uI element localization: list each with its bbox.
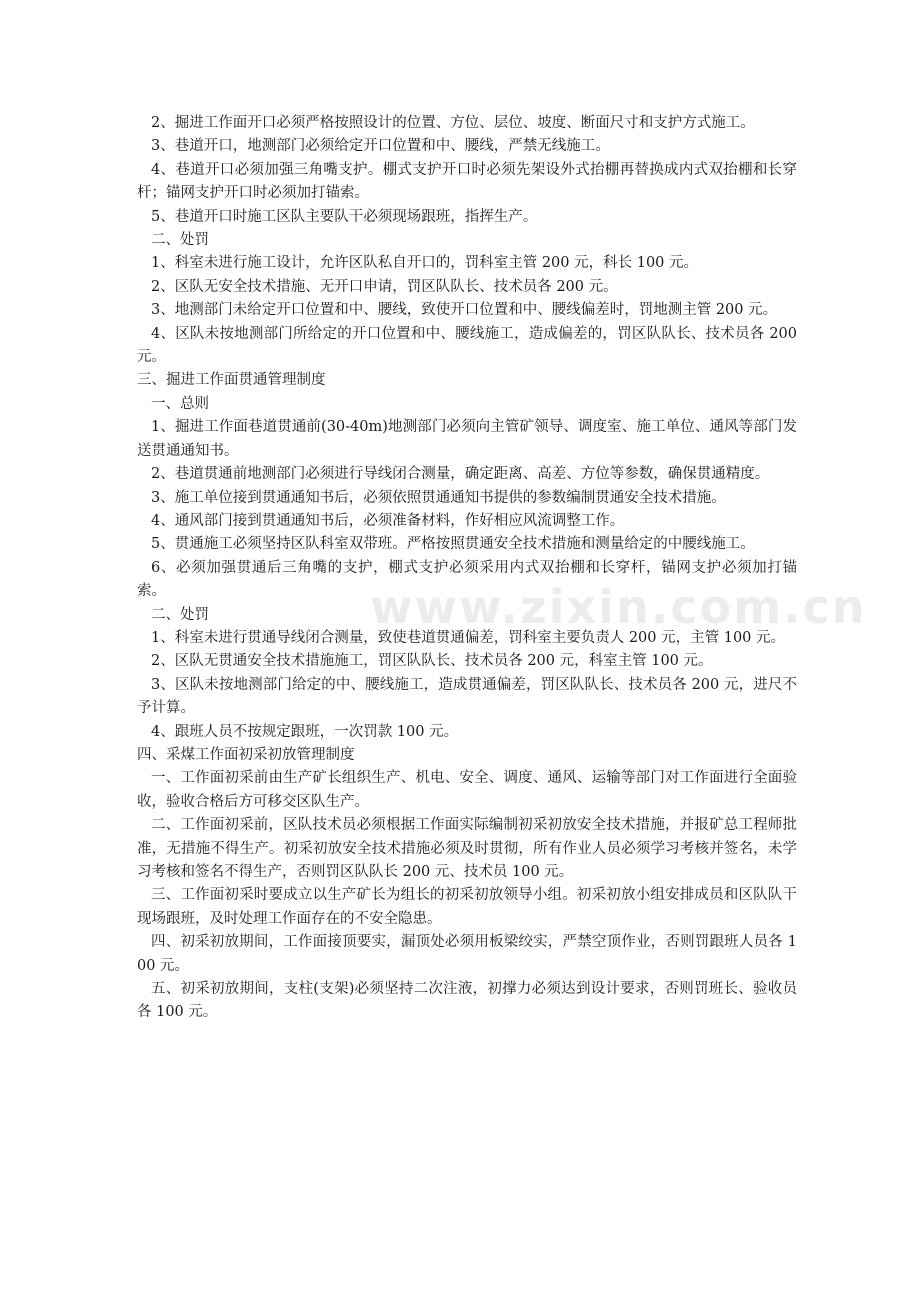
paragraph: 3、区队未按地测部门给定的中、腰线施工，造成贯通偏差，罚区队队长、技术员各 200 元，进尺不予计算。 xyxy=(137,676,797,717)
document-body xyxy=(137,112,797,1025)
paragraph: 三、工作面初采时要成立以生产矿长为组长的初采初放领导小组。初采初放小组安排成员和区队队干现场跟班，及时处理工作面存在的不安全隐患。 xyxy=(137,887,797,927)
paragraph: 二、处罚 xyxy=(151,232,209,249)
section-heading: 四、采煤工作面初采初放管理制度 xyxy=(137,746,355,763)
paragraph: 1、掘进工作面巷道贯通前(30-40m)地测部门必须向主管矿领导、调度室、施工单位、通风等部门发送贯通通知书。 xyxy=(137,419,797,459)
watermark: www.zixin.com.cn xyxy=(370,580,867,634)
paragraph: 1、科室未进行施工设计，允许区队私自开口的，罚科室主管 200 元，科长 100 元。 xyxy=(151,255,699,272)
paragraph: 4、区队未按地测部门所给定的开口位置和中、腰线施工，造成偏差的，罚区队队长、技术员各 200 元。 xyxy=(137,325,797,366)
paragraph: 3、施工单位接到贯通通知书后，必须依照贯通通知书提供的参数编制贯通安全技术措施。 xyxy=(151,489,726,506)
paragraph: 二、处罚 xyxy=(151,606,209,623)
paragraph: 3、地测部门未给定开口位置和中、腰线，致使开口位置和中、腰线偏差时，罚地测主管 200 元。 xyxy=(151,302,778,319)
paragraph: 2、区队无安全技术措施、无开口申请，罚区队队长、技术员各 200 元。 xyxy=(151,278,618,295)
paragraph: 1、科室未进行贯通导线闭合测量，致使巷道贯通偏差，罚科室主要负责人 200 元，主管 100 元。 xyxy=(151,629,786,646)
paragraph: 4、跟班人员不按规定跟班，一次罚款 100 元。 xyxy=(151,723,459,740)
paragraph: 5、巷道开口时施工区队主要队干必须现场跟班，指挥生产。 xyxy=(151,208,538,225)
paragraph: 二、工作面初采前，区队技术员必须根据工作面实际编制初采初放安全技术措施，并报矿总工程师批准，无措施不得生产。初采初放安全技术措施必须及时贯彻，所有作业人员必须学习考核并签名，未学习考核和签名不得生产，否则罚区队队长 200 元、技术员 100 元。 xyxy=(137,817,797,880)
paragraph: 2、巷道贯通前地测部门必须进行导线闭合测量，确定距离、高差、方位等参数，确保贯通精度。 xyxy=(151,466,770,483)
paragraph: 5、贯通施工必须坚持区队科室双带班。严格按照贯通安全技术措施和测量给定的中腰线施工。 xyxy=(151,536,755,553)
paragraph: 2、掘进工作面开口必须严格按照设计的位置、方位、层位、坡度、断面尺寸和支护方式施工。 xyxy=(151,115,755,131)
paragraph: 6、必须加强贯通后三角嘴的支护，棚式支护必须采用内式双抬棚和长穿杆，锚网支护必须加打锚索。 xyxy=(137,559,797,600)
paragraph: 2、区队无贯通安全技术措施施工，罚区队队长、技术员各 200 元，科室主管 100 元。 xyxy=(151,653,713,670)
section-heading: 三、掘进工作面贯通管理制度 xyxy=(137,372,326,389)
paragraph: 四、初采初放期间，工作面接顶要实，漏顶处必须用板梁绞实，严禁空顶作业，否则罚跟班人员各 100 元。 xyxy=(137,934,797,974)
paragraph: 4、通风部门接到贯通通知书后，必须准备材料，作好相应风流调整工作。 xyxy=(151,512,625,529)
paragraph: 4、巷道开口必须加强三角嘴支护。棚式支护开口时必须先架设外式抬棚再替换成内式双抬棚和长穿杆；锚网支护开口时必须加打锚索。 xyxy=(137,161,797,202)
paragraph: 一、总则 xyxy=(151,395,209,412)
paragraph: 五、初采初放期间，支柱(支架)必须坚持二次注液，初撑力必须达到设计要求，否则罚班长、验收员各 100 元。 xyxy=(137,981,797,1021)
paragraph: 一、工作面初采前由生产矿长组织生产、机电、安全、调度、通风、运输等部门对工作面进行全面验收，验收合格后方可移交区队生产。 xyxy=(137,770,797,810)
paragraph: 3、巷道开口，地测部门必须给定开口位置和中、腰线，严禁无线施工。 xyxy=(151,138,610,155)
